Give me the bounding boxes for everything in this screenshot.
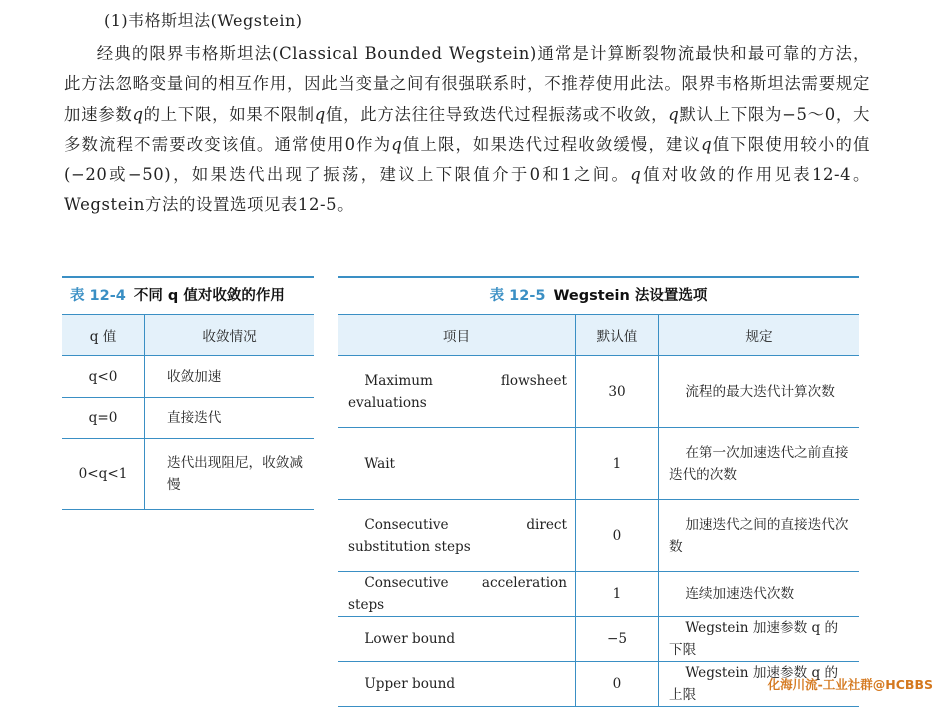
table-title: Wegstein 法设置选项 bbox=[553, 288, 708, 304]
table-cell bbox=[659, 356, 860, 428]
table-header-row bbox=[62, 315, 314, 356]
table-row bbox=[338, 500, 859, 572]
paragraph-text: 值下限使用较小的值(−20或−50)，如果迭代出现了振荡，建议上下限值介于0和1之间。 bbox=[64, 134, 870, 185]
cell-text: 加速迭代之间的直接迭代次数 bbox=[669, 516, 849, 555]
column-header: 收敛情况 bbox=[145, 315, 315, 356]
cell-text: Maximum flowsheet evaluations bbox=[348, 372, 567, 411]
cell-text: Wegstein 加速参数 q 的上限 bbox=[669, 665, 839, 703]
table-row bbox=[338, 356, 859, 428]
wegstein-options-table bbox=[338, 314, 859, 707]
table-caption bbox=[62, 276, 314, 314]
cell-text: 流程的最大迭代计算次数 bbox=[685, 383, 835, 400]
table-header-row bbox=[338, 315, 859, 356]
table-cell: 迭代出现阻尼，收敛减慢 bbox=[145, 439, 315, 510]
cell-text: Lower bound bbox=[364, 631, 456, 647]
section-heading: (1)韦格斯坦法(Wegstein) bbox=[104, 11, 303, 30]
table-cell: 收敛加速 bbox=[145, 356, 315, 398]
table-number: 表 12-4 bbox=[70, 288, 126, 304]
column-header: 默认值 bbox=[576, 315, 659, 356]
paragraph-text: 的上下限，如果不限制 bbox=[143, 104, 315, 124]
paragraph-text: 值，此方法往往导致迭代过程振荡或不收敛， bbox=[325, 104, 669, 124]
q-symbol: q bbox=[668, 104, 680, 124]
table-cell bbox=[338, 428, 576, 500]
q-symbol: q bbox=[132, 104, 144, 124]
table-cell: 1 bbox=[576, 572, 659, 617]
table-title: 不同 q 值对收敛的作用 bbox=[133, 288, 285, 304]
cell-text: Upper bound bbox=[364, 676, 456, 692]
q-symbol: q bbox=[630, 165, 642, 185]
table-cell bbox=[659, 500, 860, 572]
table-row bbox=[338, 428, 859, 500]
table-cell bbox=[338, 356, 576, 428]
table-row bbox=[62, 356, 314, 398]
table-cell: q<0 bbox=[62, 356, 145, 398]
table-row bbox=[62, 398, 314, 439]
table-cell: 0 bbox=[576, 500, 659, 572]
table-cell: 30 bbox=[576, 356, 659, 428]
q-symbol: q bbox=[314, 104, 326, 124]
paragraph-text: 值对收敛的作用见表12-4。Wegstein方法的设置选项见表12-5。 bbox=[64, 165, 870, 215]
cell-text: 在第一次加速迭代之前直接迭代的次数 bbox=[669, 444, 849, 483]
column-header: q 值 bbox=[62, 315, 145, 356]
table-cell: 0 bbox=[576, 662, 659, 707]
cell-text: Consecutive direct substitution steps bbox=[348, 516, 567, 555]
table-cell: 直接迭代 bbox=[145, 398, 315, 439]
table-cell bbox=[659, 617, 860, 662]
table-cell bbox=[338, 500, 576, 572]
cell-text: Wait bbox=[364, 455, 396, 472]
q-symbol: q bbox=[701, 134, 713, 154]
table-12-5 bbox=[338, 276, 859, 707]
q-effect-table bbox=[62, 314, 314, 510]
table-cell bbox=[338, 572, 576, 617]
body-paragraph bbox=[64, 39, 870, 221]
table-caption bbox=[338, 276, 859, 314]
table-row bbox=[338, 572, 859, 617]
watermark: 化海川流-工业社群@HCBBS bbox=[767, 677, 933, 692]
q-symbol: q bbox=[391, 134, 403, 154]
table-row bbox=[62, 439, 314, 510]
table-cell: 1 bbox=[576, 428, 659, 500]
column-header: 项目 bbox=[338, 315, 576, 356]
table-cell bbox=[338, 617, 576, 662]
table-cell: q=0 bbox=[62, 398, 145, 439]
paragraph-text: 经典的限界韦格斯坦法(Classical Bounded Wegstein)通常是计算断裂物流最快和最可靠的方法，此方法忽略变量间的相互作用，因此当变量之间有很强联系时，不推荐使用此法。限界韦格斯坦法需要规定加速参数 bbox=[64, 44, 870, 124]
cell-text: Consecutive acceleration steps bbox=[348, 575, 567, 613]
cell-text: Wegstein 加速参数 q 的下限 bbox=[669, 620, 839, 658]
table-row bbox=[338, 617, 859, 662]
paragraph-text: 值上限，如果迭代过程收敛缓慢，建议 bbox=[402, 134, 702, 154]
paragraph-text: 默认上下限为−5～0，大多数流程不需要改变该值。通常使用0作为 bbox=[64, 104, 871, 154]
cell-text: 连续加速迭代次数 bbox=[685, 586, 795, 602]
table-cell bbox=[659, 572, 860, 617]
table-cell bbox=[338, 662, 576, 707]
table-cell: −5 bbox=[576, 617, 659, 662]
table-cell: 0<q<1 bbox=[62, 439, 145, 510]
column-header: 规定 bbox=[659, 315, 860, 356]
table-12-4 bbox=[62, 276, 314, 510]
table-cell bbox=[659, 428, 860, 500]
table-number: 表 12-5 bbox=[489, 288, 546, 304]
